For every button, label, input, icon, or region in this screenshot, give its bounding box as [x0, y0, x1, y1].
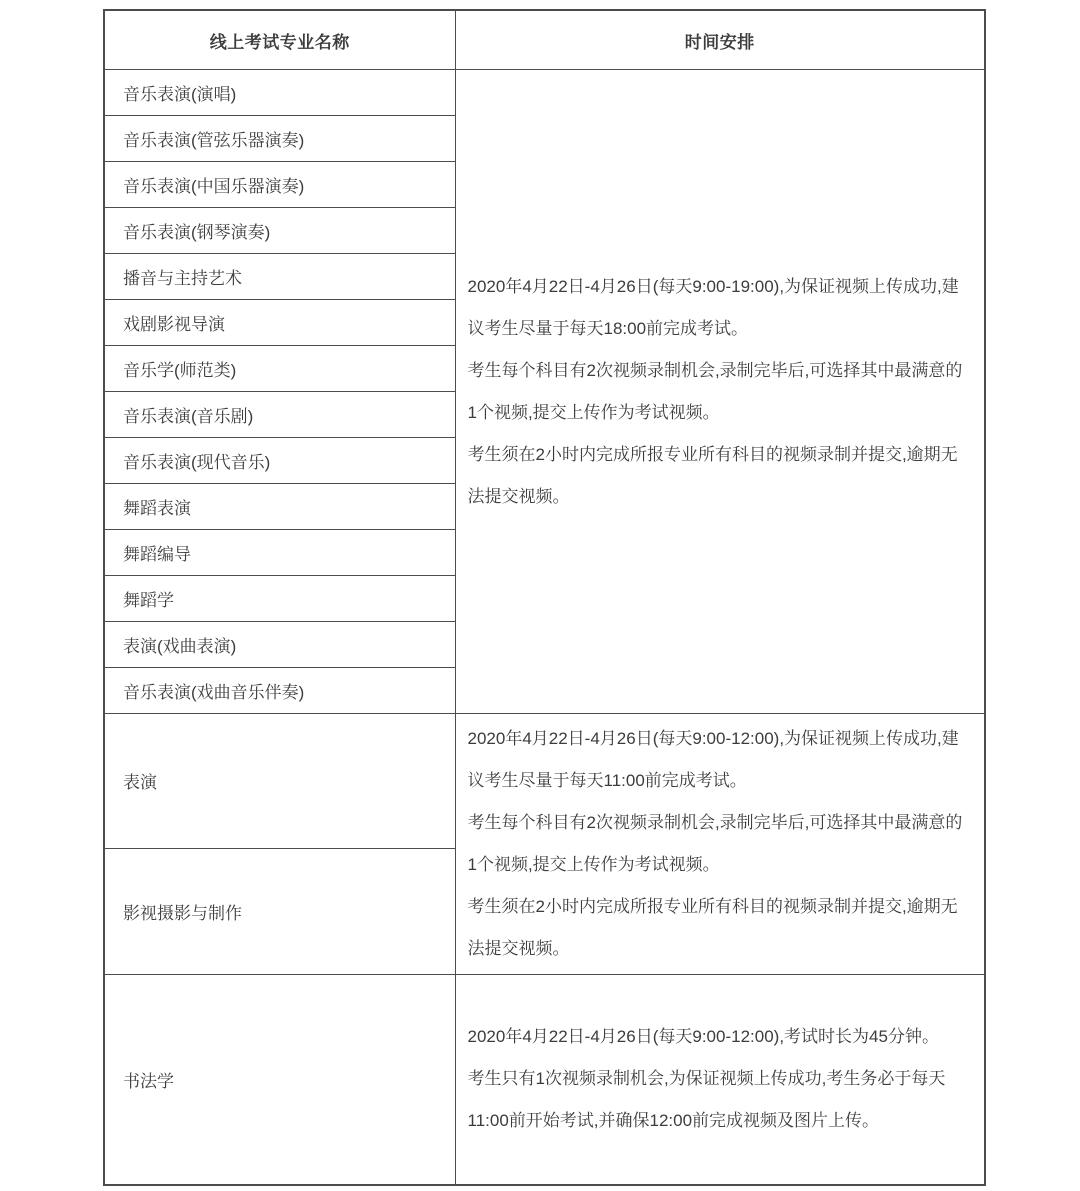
major-cell: 音乐表演(钢琴演奏) [104, 208, 455, 254]
schedule-cell-group1 [455, 70, 985, 714]
header-row [104, 10, 985, 70]
major-cell: 表演(戏曲表演) [104, 622, 455, 668]
table-row [104, 975, 985, 1185]
major-cell: 播音与主持艺术 [104, 254, 455, 300]
header-time-column: 时间安排 [455, 10, 985, 70]
major-cell: 舞蹈表演 [104, 484, 455, 530]
schedule-cell-group3 [455, 975, 985, 1185]
major-cell: 音乐表演(中国乐器演奏) [104, 162, 455, 208]
major-cell: 音乐表演(管弦乐器演奏) [104, 116, 455, 162]
major-cell: 书法学 [104, 975, 455, 1185]
table-row [104, 714, 985, 849]
table-row [104, 70, 985, 116]
major-cell: 音乐学(师范类) [104, 346, 455, 392]
major-cell: 音乐表演(演唱) [104, 70, 455, 116]
major-cell: 舞蹈学 [104, 576, 455, 622]
schedule-paragraph: 考生每个科目有2次视频录制机会,录制完毕后,可选择其中最满意的1个视频,提交上传作为考试视频。 [467, 813, 963, 874]
schedule-paragraph: 2020年4月22日-4月26日(每天9:00-12:00),考试时长为45分钟。 [467, 1027, 939, 1047]
schedule-cell-group2 [455, 714, 985, 975]
schedule-paragraph: 考生只有1次视频录制机会,为保证视频上传成功,考生务必于每天11:00前开始考试,并确保12:00前完成视频及图片上传。 [467, 1069, 946, 1131]
exam-schedule-table [103, 9, 986, 1186]
schedule-paragraph: 考生须在2小时内完成所报专业所有科目的视频录制并提交,逾期无法提交视频。 [467, 444, 958, 506]
schedule-paragraph: 2020年4月22日-4月26日(每天9:00-12:00),为保证视频上传成功,建议考生尽量于每天11:00前完成考试。 [467, 729, 959, 790]
schedule-paragraph: 2020年4月22日-4月26日(每天9:00-19:00),为保证视频上传成功,建议考生尽量于每天18:00前完成考试。 [467, 276, 959, 338]
major-cell: 舞蹈编导 [104, 530, 455, 576]
schedule-paragraph: 考生每个科目有2次视频录制机会,录制完毕后,可选择其中最满意的1个视频,提交上传作为考试视频。 [467, 360, 963, 422]
major-cell: 音乐表演(音乐剧) [104, 392, 455, 438]
major-cell: 表演 [104, 714, 455, 849]
major-cell: 影视摄影与制作 [104, 848, 455, 974]
major-cell: 戏剧影视导演 [104, 300, 455, 346]
header-major-column: 线上考试专业名称 [104, 10, 455, 70]
major-cell: 音乐表演(现代音乐) [104, 438, 455, 484]
schedule-paragraph: 考生须在2小时内完成所报专业所有科目的视频录制并提交,逾期无法提交视频。 [467, 897, 958, 958]
major-cell: 音乐表演(戏曲音乐伴奏) [104, 668, 455, 714]
